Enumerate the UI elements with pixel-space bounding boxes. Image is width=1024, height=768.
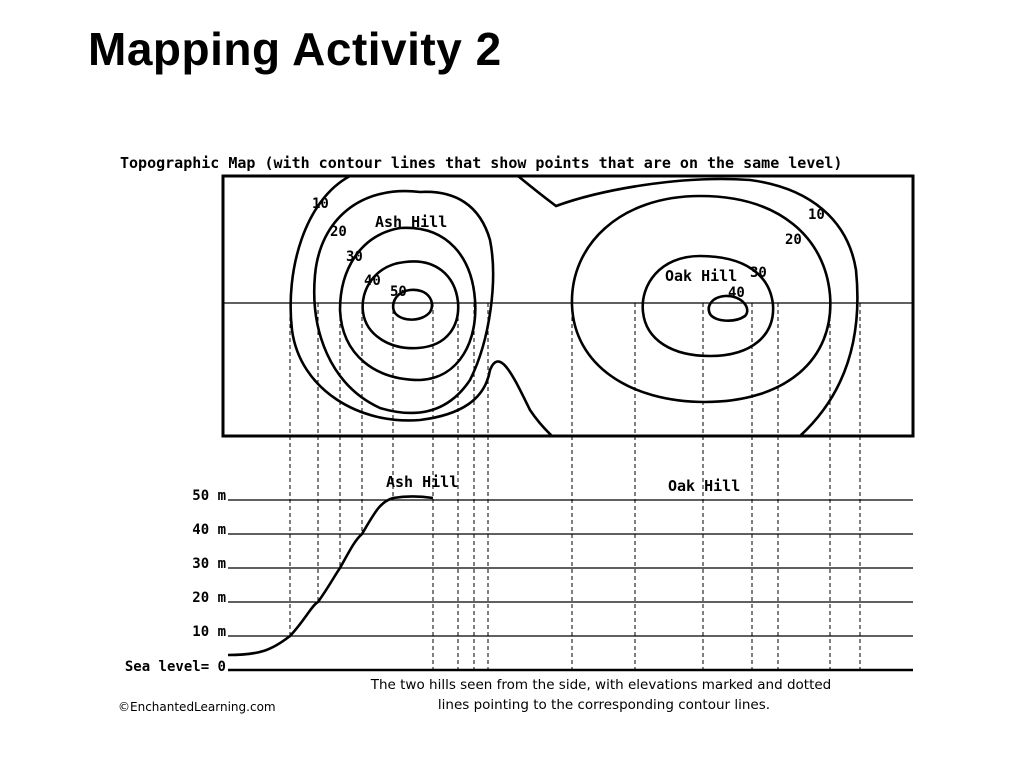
oak-hill-profile-label: Oak Hill	[668, 477, 741, 495]
map-caption: Topographic Map (with contour lines that show points that are on the same level)	[120, 154, 843, 172]
credit-text: ©EnchantedLearning.com	[118, 700, 276, 714]
ash-hill-profile-label: Ash Hill	[386, 473, 459, 491]
elev-label-30: 30 m	[192, 556, 226, 572]
elev-label-sea: Sea level= 0	[124, 659, 226, 675]
ash-label-50: 50	[390, 284, 407, 300]
elev-label-20: 20 m	[192, 590, 226, 606]
ash-hill-map-name: Ash Hill	[375, 213, 448, 231]
oak-label-10: 10	[808, 207, 825, 223]
profile-caption-line1: The two hills seen from the side, with elevations marked and dotted	[370, 677, 832, 693]
profile-caption-line2: lines pointing to the corresponding contour lines.	[437, 697, 771, 713]
slide-title: Mapping Activity 2	[88, 23, 502, 75]
elev-label-10: 10 m	[192, 624, 226, 640]
oak-contour-10	[518, 176, 857, 436]
oak-hill-map-name: Oak Hill	[665, 267, 738, 285]
elev-label-40: 40 m	[192, 522, 226, 538]
elev-label-50: 50 m	[192, 488, 226, 504]
oak-label-40: 40	[728, 285, 745, 301]
oak-label-20: 20	[785, 232, 802, 248]
projection-lines	[290, 303, 860, 670]
oak-contour-20	[572, 196, 830, 402]
oak-hill-contours	[518, 176, 857, 436]
oak-label-30: 30	[750, 265, 767, 281]
ash-hill-profile	[228, 497, 433, 656]
ash-label-10: 10	[312, 196, 329, 212]
ash-label-40: 40	[364, 273, 381, 289]
ash-label-30: 30	[346, 249, 363, 265]
ash-label-20: 20	[330, 224, 347, 240]
